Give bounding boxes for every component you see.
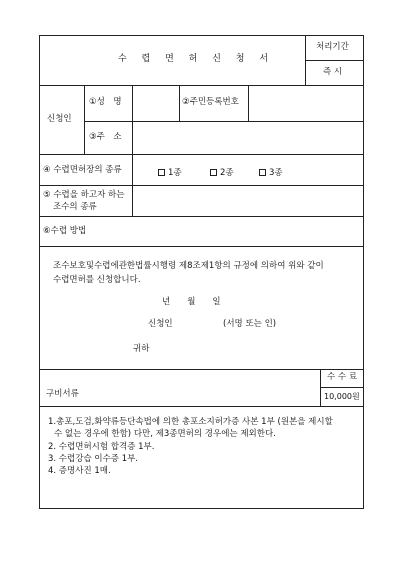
document-item: 3. 수렵강습 이수증 1부. [48,453,139,464]
game-species-label-line1: ⑤ 수렵을 하고자 하는 [43,190,125,200]
license-type-option-2-label: 2종 [220,168,234,178]
rule-rrn-label-right [248,85,249,121]
license-type-option-2[interactable] [210,166,234,178]
rule-under-title [40,85,363,86]
fee-label: 수 수 료 [327,372,358,382]
license-type-option-1[interactable] [158,166,182,178]
address-label: ③주 소 [89,132,122,142]
documents-list [48,416,360,478]
document-item: 4. 증명사진 1매. [48,466,111,477]
statement-line1: 조수보호및수렵에관한법률시행령 제8조제1항의 규정에 의하여 위와 같이 [53,261,324,271]
license-type-option-3[interactable] [259,166,283,178]
rule-fee-mid [320,387,363,388]
rule-under-fee [40,406,363,407]
rule-under-method [40,246,363,247]
applicant-sign-label: 신청인 [148,319,173,329]
rule-under-license-type [40,185,363,186]
hunting-license-application-form [39,35,364,509]
rule-license-label-right [132,154,133,216]
rule-name-label-right [132,85,133,154]
processing-period-value: 즉 시 [323,67,343,77]
rule-fee-left [320,369,321,406]
rule-processing-period [305,60,363,61]
name-label: ①성 명 [89,97,122,107]
address-field[interactable] [134,123,361,152]
game-species-label-line2: 조수의 종류 [53,202,97,212]
form-title: 수 렵 면 허 신 청 서 [118,54,275,64]
license-type-option-3-label: 3종 [269,168,283,178]
rule-above-fee [40,369,363,370]
applicant-section-label: 신청인 [47,114,72,124]
recipient-label: 귀하 [133,344,150,354]
document-item: 수 없는 경우에 한함) 다만, 제3종면허의 경우에는 제외한다. [54,429,276,440]
rule-under-applicant [40,154,363,155]
rrn-label: ②주민등록번호 [182,97,239,107]
rule-title-right [305,36,306,85]
document-item: 2. 수렵면허시험 합격증 1부. [48,441,155,452]
checkbox-icon [158,169,165,176]
signature-note: (서명 또는 인) [223,319,277,329]
fee-amount: 10,000원 [324,392,360,401]
rule-under-species [40,216,363,217]
rule-name-value-right [179,85,180,121]
checkbox-icon [259,169,266,176]
rrn-field[interactable] [250,87,361,119]
hunting-method-label: ⑥수렵 방법 [43,226,87,236]
checkbox-icon [210,169,217,176]
processing-period-label: 처리기간 [316,42,349,52]
document-item: 1.총포,도검,화약류등단속법에 의한 총포소지허가증 사본 1부 (원본을 제시할 [48,417,333,427]
license-type-option-1-label: 1종 [168,168,182,178]
rule-applicant-mid [84,121,363,122]
game-species-field[interactable] [134,187,361,214]
statement-line2: 수렵면허를 신청합니다. [53,275,141,285]
date-line: 년 월 일 [162,297,221,307]
documents-label: 구비서류 [46,389,79,399]
rule-applicant-left [84,85,85,154]
license-type-label: ④ 수렵면허장의 종류 [43,165,122,175]
name-field[interactable] [134,87,177,119]
hunting-method-field[interactable] [110,218,361,244]
